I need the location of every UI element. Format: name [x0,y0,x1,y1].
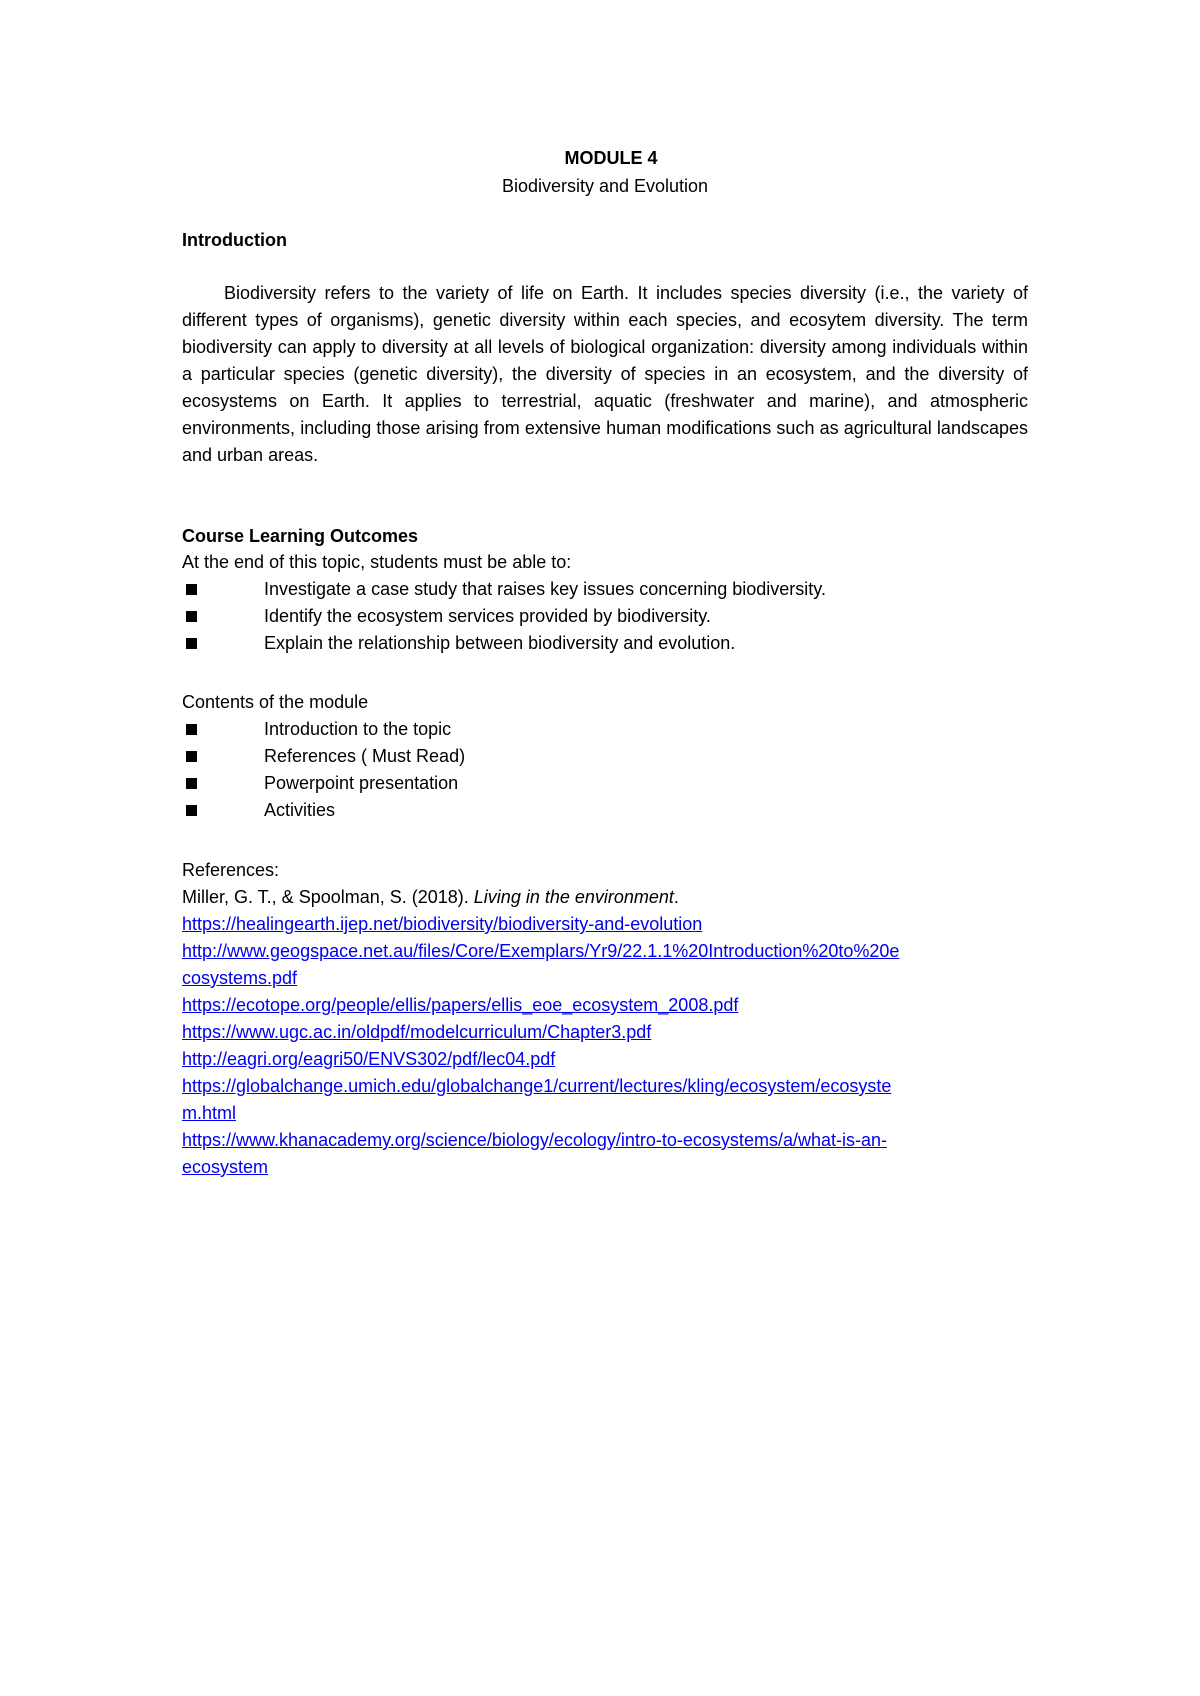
introduction-paragraph: Biodiversity refers to the variety of life on Earth. It includes species diversity (i.e., the variety of different types of organisms), genetic diversity within each species, and ecosytem diversity. The term biodiversity can apply to diversity at all levels of biological organization: diversity among individuals within a particular species (genetic diversity), the diversity of species in an ecosystem, and the diversity of ecosystems on Earth. It applies to terrestrial, aquatic (freshwater and marine), and atmospheric environments, including those arising from extensive human modifications such as agricultural landscapes and urban areas. [182,283,1028,465]
reference-link-text[interactable]: https://healingearth.ijep.net/biodiversity/biodiversity-and-evolution [182,914,703,934]
list-item-text: Investigate a case study that raises key issues concerning biodiversity. [264,579,826,599]
square-bullet-icon [186,778,197,789]
citation [182,884,1028,911]
list-item [182,630,1028,657]
list-item-text: Powerpoint presentation [264,773,459,793]
list-item-text: Identify the ecosystem services provided by biodiversity. [264,606,711,626]
reference-link[interactable] [182,911,1028,938]
reference-link[interactable] [182,1046,1028,1073]
contents-section [182,689,1028,824]
citation-end: . [673,887,679,907]
module-subtitle: Biodiversity and Evolution [501,176,709,196]
reference-link-text[interactable]: cosystems.pdf [182,968,298,988]
list-item [182,576,1028,603]
list-item [182,797,1028,824]
reference-link-text[interactable]: https://www.khanacademy.org/science/biology/ecology/intro-to-ecosystems/a/what-is-an- [182,1130,887,1150]
module-title: MODULE 4 [564,148,658,168]
list-item [182,603,1028,630]
reference-link-text[interactable]: http://www.geogspace.net.au/files/Core/Exemplars/Yr9/22.1.1%20Introduction%20to%20e [182,941,900,961]
reference-link-text[interactable]: ecosystem [182,1157,269,1177]
reference-link-text[interactable]: m.html [182,1103,236,1123]
reference-link[interactable] [182,938,1028,965]
citation-title: Living in the environment [473,887,674,907]
contents-heading: Contents of the module [182,692,369,712]
reference-link-text[interactable]: https://www.ugc.ac.in/oldpdf/modelcurriculum/Chapter3.pdf [182,1022,652,1042]
reference-link[interactable] [182,1019,1028,1046]
reference-link[interactable] [182,992,1028,1019]
square-bullet-icon [186,724,197,735]
reference-link-text[interactable]: http://eagri.org/eagri50/ENVS302/pdf/lec04.pdf [182,1049,556,1069]
square-bullet-icon [186,611,197,622]
outcomes-heading: Course Learning Outcomes [182,526,419,546]
reference-link-continued[interactable] [182,1100,1028,1127]
square-bullet-icon [186,638,197,649]
list-item-text: Explain the relationship between biodiversity and evolution. [264,633,736,653]
document-page [182,0,1028,1696]
outcomes-lead: At the end of this topic, students must be able to: [182,552,572,572]
outcomes-section [182,549,1028,657]
list-item-text: References ( Must Read) [264,746,466,766]
reference-link-continued[interactable] [182,965,1028,992]
introduction-heading: Introduction [182,230,287,250]
reference-link-text[interactable]: https://globalchange.umich.edu/globalchange1/current/lectures/kling/ecosystem/ecosyste [182,1076,892,1096]
citation-authors: Miller, G. T., & Spoolman, S. (2018). [182,887,474,907]
reference-link[interactable] [182,1073,1028,1100]
reference-link-continued[interactable] [182,1154,1028,1181]
list-item-text: Introduction to the topic [264,719,452,739]
list-item [182,743,1028,770]
square-bullet-icon [186,584,197,595]
reference-link-text[interactable]: https://ecotope.org/people/ellis/papers/ellis_eoe_ecosystem_2008.pdf [182,995,739,1015]
reference-link[interactable] [182,1127,1028,1154]
list-item [182,716,1028,743]
square-bullet-icon [186,751,197,762]
list-item [182,770,1028,797]
references-section [182,857,1028,1181]
list-item-text: Activities [264,800,336,820]
square-bullet-icon [186,805,197,816]
references-heading: References: [182,860,280,880]
